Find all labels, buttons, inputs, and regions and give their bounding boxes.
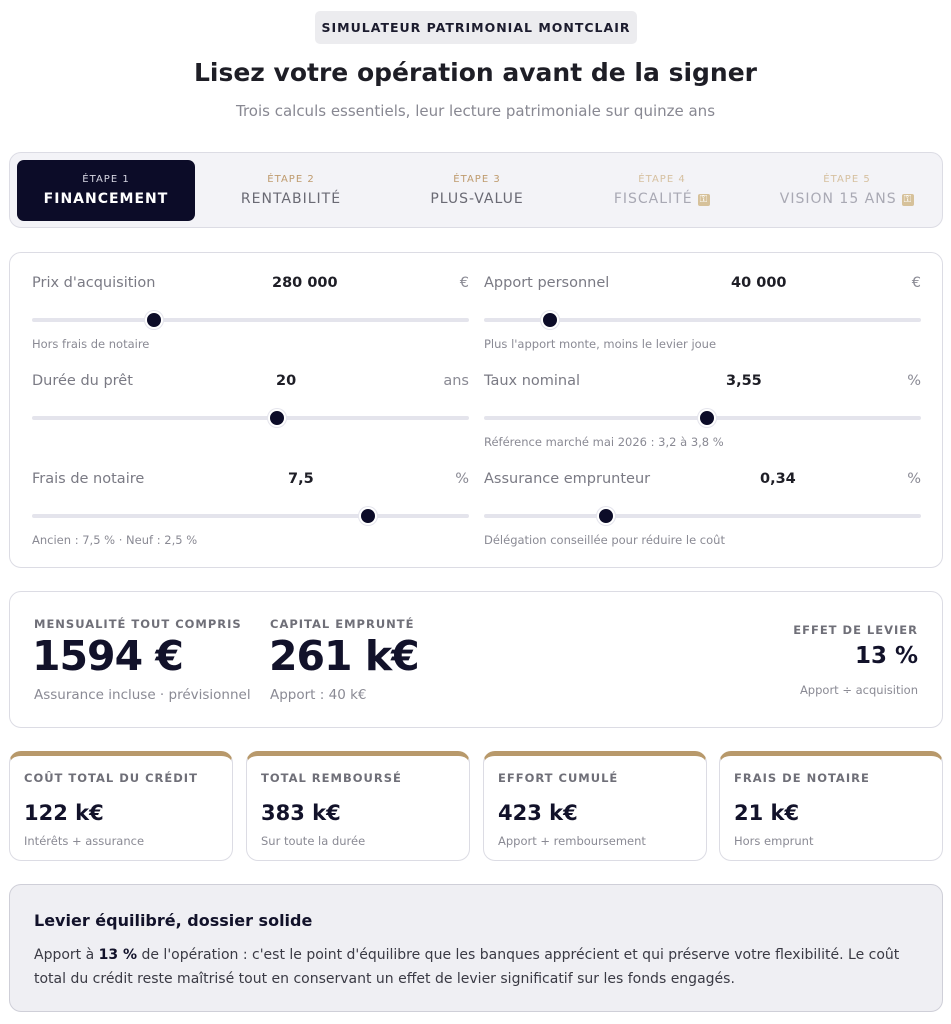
metric-note: Intérêts + assurance [24, 834, 145, 848]
param-hint: Plus l'apport monte, moins le levier joue [484, 337, 717, 351]
param-hint: Hors frais de notaire [32, 337, 150, 351]
param-duree-pret [32, 351, 469, 441]
app-badge: SIMULATEUR PATRIMONIAL MONTCLAIR [315, 11, 637, 44]
param-frais-notaire [32, 449, 469, 547]
metric-value: 21 k€ [734, 801, 800, 825]
slider-thumb[interactable] [359, 507, 377, 525]
param-value: 280 000 [272, 275, 338, 291]
tab-name: FISCALITÉ [613, 191, 693, 207]
param-assurance-emprunteur [484, 449, 921, 547]
tab-step-label: ÉTAPE 2 [267, 174, 315, 185]
advice-highlight: 13 % [98, 947, 138, 963]
tab-step-label: ÉTAPE 4 [638, 174, 686, 185]
advice-text-start: Apport à [34, 947, 99, 963]
loan-parameters-panel [9, 252, 943, 568]
borrowed-capital-label: CAPITAL EMPRUNTÉ [270, 617, 415, 631]
tab-step-label: ÉTAPE 3 [453, 174, 501, 185]
metric-card-total-rembourse [246, 751, 470, 861]
leverage-value: 13 % [854, 643, 918, 669]
slider-thumb[interactable] [145, 311, 163, 329]
param-unit: % [907, 471, 921, 487]
metric-value: 122 k€ [24, 801, 104, 825]
metric-note: Sur toute la durée [261, 834, 366, 848]
tab-plus-value[interactable] [388, 160, 566, 221]
advice-text [34, 943, 924, 991]
metric-label: EFFORT CUMULÉ [498, 771, 619, 785]
results-panel [9, 591, 943, 728]
metric-label: COÛT TOTAL DU CRÉDIT [24, 771, 198, 785]
metric-label: TOTAL REMBOURSÉ [261, 771, 402, 785]
param-hint: Délégation conseillée pour réduire le coût [484, 533, 725, 547]
tab-step-label: ÉTAPE 1 [82, 174, 130, 185]
param-hint: Ancien : 7,5 % · Neuf : 2,5 % [32, 533, 198, 547]
page-title: Lisez votre opération avant de la signer [193, 58, 758, 87]
param-unit: % [455, 471, 469, 487]
param-unit: € [459, 275, 469, 291]
param-value: 7,5 [288, 471, 314, 487]
param-label: Frais de notaire [32, 471, 145, 487]
slider-track[interactable] [32, 514, 469, 518]
param-unit: % [907, 373, 921, 389]
param-taux-nominal [484, 351, 921, 449]
tab-name-row [614, 191, 710, 207]
metric-value: 423 k€ [498, 801, 578, 825]
monthly-payment-label: MENSUALITÉ TOUT COMPRIS [34, 617, 242, 631]
slider-track[interactable] [484, 514, 921, 518]
leverage-note: Apport ÷ acquisition [799, 683, 918, 697]
slider-thumb[interactable] [268, 409, 286, 427]
advice-title: Levier équilibré, dossier solide [34, 911, 313, 930]
metric-card-frais-notaire [719, 751, 943, 861]
param-label: Taux nominal [484, 373, 581, 389]
param-unit: ans [443, 373, 469, 389]
metric-note: Apport + remboursement [498, 834, 646, 848]
metric-card-cout-credit [9, 751, 233, 861]
tab-fiscalite[interactable] [573, 160, 751, 221]
metric-value: 383 k€ [261, 801, 341, 825]
param-value: 40 000 [731, 275, 787, 291]
tab-name: FINANCEMENT [43, 191, 169, 207]
lock-icon: ⚿ [903, 194, 913, 205]
tab-financement[interactable] [17, 160, 195, 221]
page-subtitle: Trois calculs essentiels, leur lecture patrimoniale sur quinze ans [235, 102, 716, 120]
param-apport-personnel [484, 253, 921, 351]
slider-track[interactable] [32, 318, 469, 322]
borrowed-capital-note: Apport : 40 k€ [270, 687, 367, 703]
param-value: 3,55 [726, 373, 762, 389]
tab-name: VISION 15 ANS [779, 191, 897, 207]
slider-track[interactable] [32, 416, 469, 420]
param-prix-acquisition [32, 253, 469, 351]
step-tabs [9, 152, 943, 228]
param-hint: Référence marché mai 2026 : 3,2 à 3,8 % [484, 435, 724, 449]
tab-name-row [780, 191, 915, 207]
monthly-payment-value: 1594 € [32, 632, 183, 680]
metric-label: FRAIS DE NOTAIRE [734, 771, 870, 785]
monthly-payment-note: Assurance incluse · prévisionnel [34, 687, 251, 703]
param-label: Apport personnel [484, 275, 610, 291]
slider-thumb[interactable] [597, 507, 615, 525]
param-value: 20 [276, 373, 297, 389]
param-label: Prix d'acquisition [32, 275, 156, 291]
tab-rentabilite[interactable] [202, 160, 380, 221]
borrowed-capital-value: 261 k€ [269, 632, 419, 680]
lock-icon: ⚿ [699, 194, 709, 205]
tab-vision-15-ans[interactable] [758, 160, 936, 221]
slider-thumb[interactable] [541, 311, 559, 329]
metric-card-effort-cumule [483, 751, 707, 861]
tab-step-label: ÉTAPE 5 [823, 174, 871, 185]
advice-text-end: de l'opération : c'est le point d'équilibre que les banques apprécient et qui préserve votre flexibilité. Le coût total du crédit reste maîtrisé tout en conservant un effet de levier significatif sur les fonds engagés. [34, 947, 900, 987]
leverage-label: EFFET DE LEVIER [793, 623, 918, 637]
param-unit: € [911, 275, 921, 291]
param-value: 0,34 [760, 471, 796, 487]
param-label: Assurance emprunteur [484, 471, 651, 487]
metric-note: Hors emprunt [734, 834, 814, 848]
slider-thumb[interactable] [698, 409, 716, 427]
advice-panel [9, 884, 943, 1012]
tab-name: PLUS-VALUE [430, 191, 524, 207]
param-label: Durée du prêt [32, 373, 133, 389]
tab-name: RENTABILITÉ [240, 191, 342, 207]
